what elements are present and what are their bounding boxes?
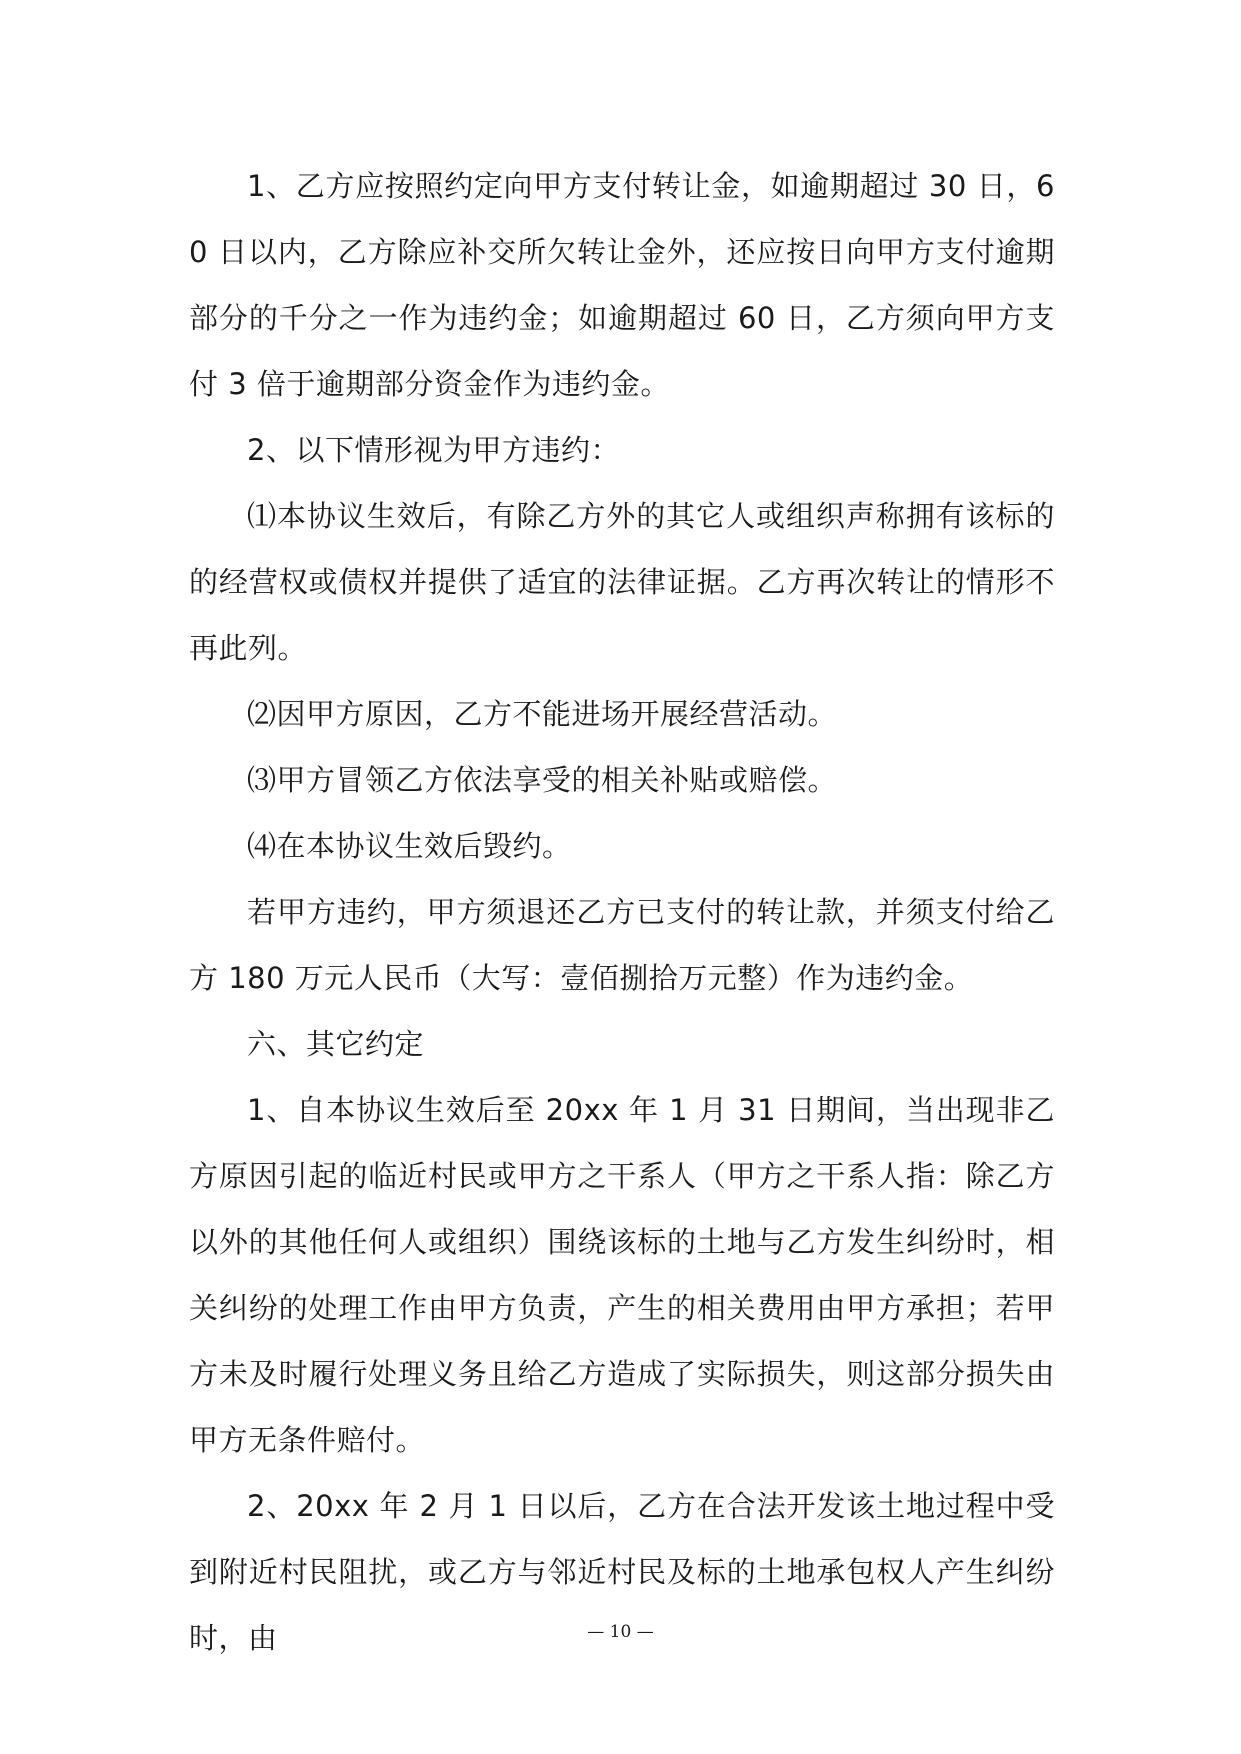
paragraph-breach-item-2: ⑵因甲方原因，乙方不能进场开展经营活动。 (247, 697, 838, 731)
paragraph-party-a-breach-heading: 2、以下情形视为甲方违约： (247, 433, 620, 467)
paragraph-breach-item-1: ⑴本协议生效后，有除乙方外的其它人或组织声称拥有该标的的经营权或债权并提供了适宜的法律证据。乙方再次转让的情形不再此列。 (189, 499, 1055, 665)
paragraph-penalty-late-payment: 1、乙方应按照约定向甲方支付转让金，如逾期超过 30 日，60 日以内，乙方除应补交所欠转让金外，还应按日向甲方支付逾期部分的千分之一作为违约金；如逾期超过 60 日，乙方须向甲方支付 3 倍于逾期部分资金作为违约金。 (189, 169, 1055, 401)
page-number: — 10 — (587, 1622, 654, 1642)
paragraph-breach-item-4: ⑷在本协议生效后毁约。 (247, 829, 572, 863)
section-heading-other-agreements: 六、其它约定 (247, 1027, 425, 1061)
paragraph-breach-penalty: 若甲方违约，甲方须退还乙方已支付的转让款，并须支付给乙方 180 万元人民币（大写：壹佰捌拾万元整）作为违约金。 (189, 895, 1055, 995)
document-body (189, 153, 1055, 1671)
paragraph-other-agreement-2: 2、20xx 年 2 月 1 日以后，乙方在合法开发该土地过程中受到附近村民阻扰，或乙方与邻近村民及标的土地承包权人产生纠纷时，由 (189, 1489, 1055, 1655)
paragraph-other-agreement-1: 1、自本协议生效后至 20xx 年 1 月 31 日期间，当出现非乙方原因引起的临近村民或甲方之干系人（甲方之干系人指：除乙方以外的其他任何人或组织）围绕该标的土地与乙方发生纠纷时，相关纠纷的处理工作由甲方负责，产生的相关费用由甲方承担；若甲方未及时履行处理义务且给乙方造成了实际损失，则这部分损失由甲方无条件赔付。 (189, 1093, 1055, 1457)
paragraph-breach-item-3: ⑶甲方冒领乙方依法享受的相关补贴或赔偿。 (247, 763, 838, 797)
